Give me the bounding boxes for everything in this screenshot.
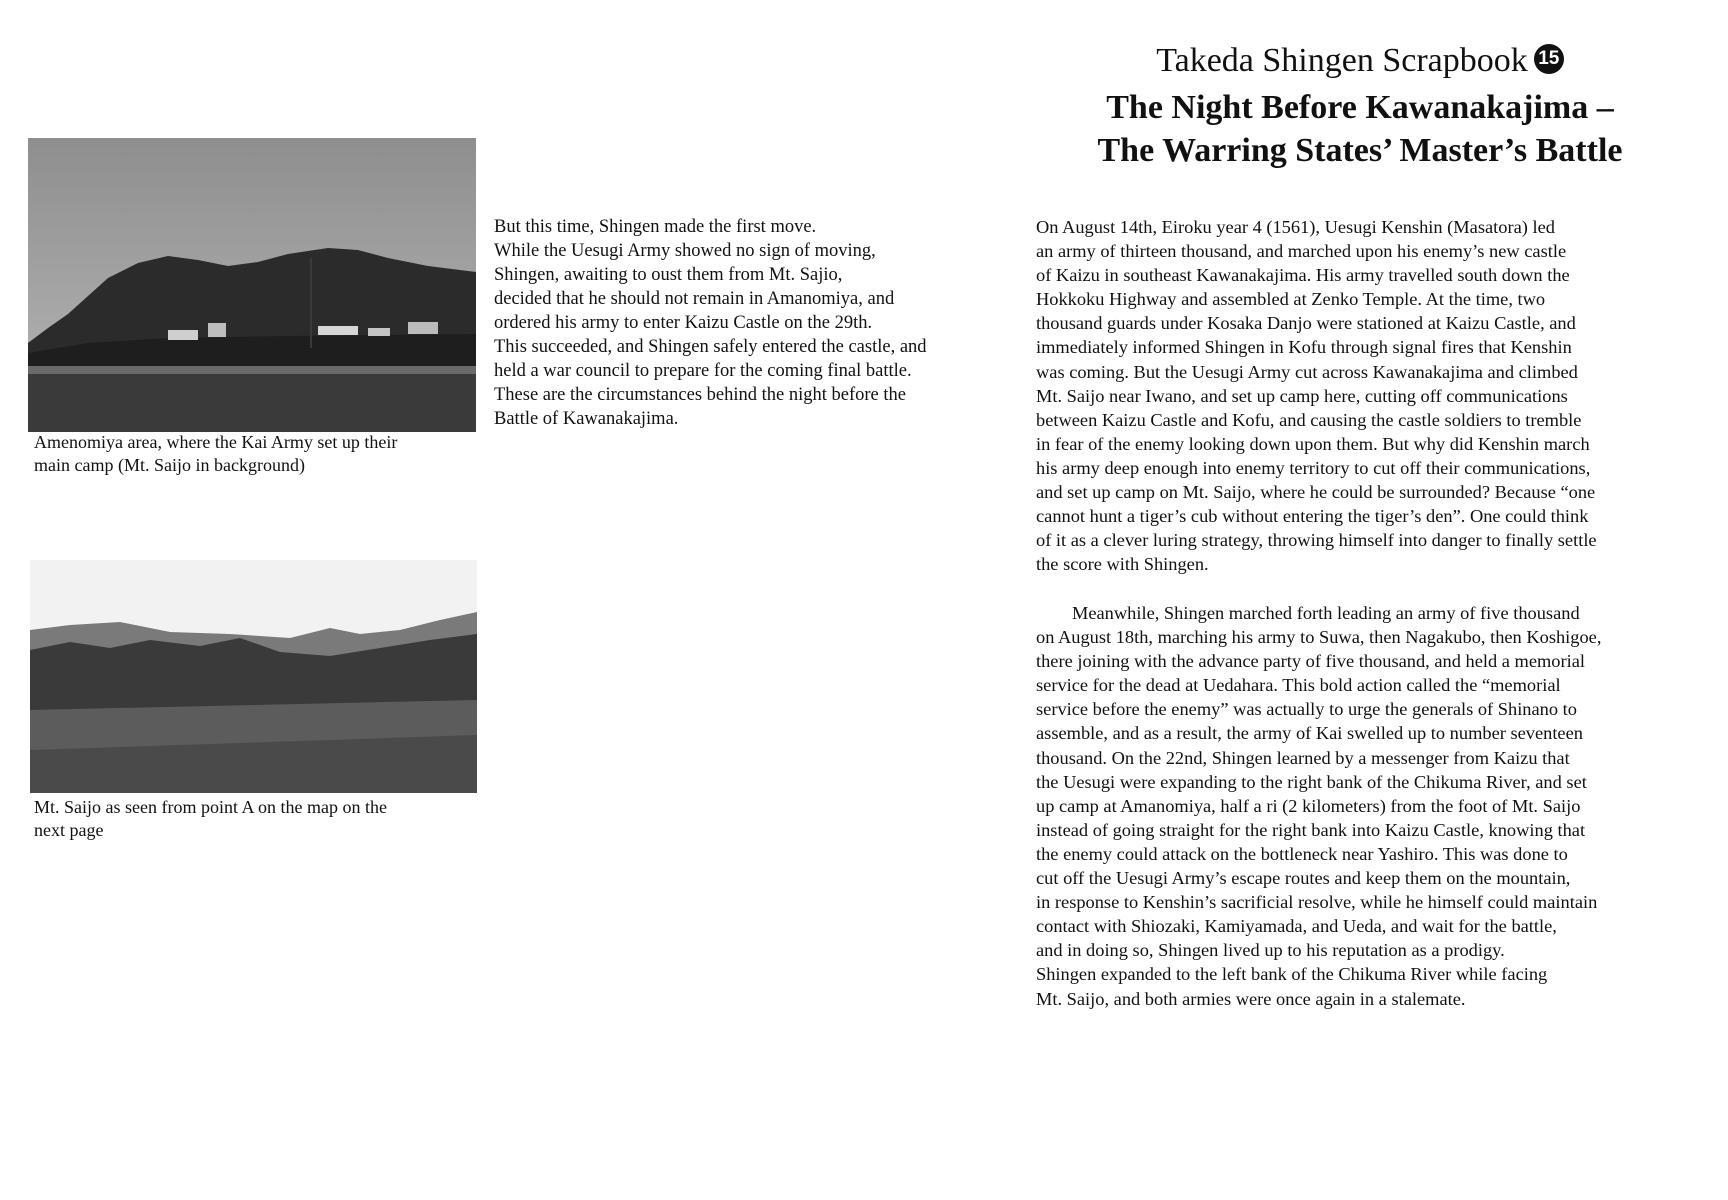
text-line: his army deep enough into enemy territory to cut off their communications, [1036, 457, 1591, 478]
text-line: an army of thirteen thousand, and marched upon his enemy’s new castle [1036, 241, 1567, 262]
caption-line: main camp (Mt. Saijo in background) [34, 455, 305, 475]
text-line: instead of going straight for the right bank into Kaizu Castle, knowing that [1036, 819, 1586, 840]
text-line: held a war council to prepare for the coming final battle. [494, 361, 912, 381]
middle-column-text [494, 215, 1014, 431]
photo-amenomiya-area [28, 138, 476, 432]
text-line: Mt. Saijo, and both armies were once again in a stalemate. [1036, 988, 1466, 1009]
text-line: in fear of the enemy looking down upon them. But why did Kenshin march [1036, 433, 1590, 454]
text-line: cut off the Uesugi Army’s escape routes and keep them on the mountain, [1036, 868, 1571, 889]
series-title: Takeda Shingen Scrapbook [1156, 42, 1528, 79]
caption-line: Mt. Saijo as seen from point A on the map on the [34, 797, 387, 817]
photo-mt-saijo-view [30, 560, 477, 793]
photo-caption-amenomiya [34, 431, 474, 477]
photo-caption-mt-saijo [34, 796, 474, 842]
text-line: service for the dead at Uedahara. This bold action called the “memorial [1036, 675, 1561, 696]
text-line: assemble, and as a result, the army of Kai swelled up to number seventeen [1036, 723, 1583, 744]
text-line: decided that he should not remain in Amanomiya, and [494, 289, 895, 309]
text-line: the Uesugi were expanding to the right bank of the Chikuma River, and set [1036, 771, 1587, 792]
series-heading [1000, 40, 1720, 82]
chapter-number-badge: 15 [1534, 44, 1564, 74]
text-line: was coming. But the Uesugi Army cut across Kawanakajima and climbed [1036, 361, 1578, 382]
text-line: between Kaizu Castle and Kofu, and causing the castle soldiers to tremble [1036, 409, 1582, 430]
text-line: contact with Shiozaki, Kamiyamada, and Ueda, and wait for the battle, [1036, 916, 1557, 937]
text-line: there joining with the advance party of five thousand, and held a memorial [1036, 651, 1585, 672]
text-line: ordered his army to enter Kaizu Castle on the 29th. [494, 313, 873, 333]
text-line: These are the circumstances behind the night before the [494, 385, 906, 405]
text-line: and set up camp on Mt. Saijo, where he could be surrounded? Because “one [1036, 482, 1596, 503]
body-paragraph-2 [1036, 601, 1716, 1011]
body-paragraph-1 [1036, 215, 1716, 576]
text-line: Battle of Kawanakajima. [494, 409, 679, 429]
text-line: up camp at Amanomiya, half a ri (2 kilometers) from the foot of Mt. Saijo [1036, 795, 1581, 816]
text-line: cannot hunt a tiger’s cub without entering the tiger’s den”. One could think [1036, 506, 1589, 527]
text-line: on August 18th, marching his army to Suwa, then Nagakubo, then Koshigoe, [1036, 627, 1602, 648]
text-line: service before the enemy” was actually to urge the generals of Shinano to [1036, 699, 1577, 720]
text-line: the score with Shingen. [1036, 554, 1209, 575]
text-line: of it as a clever luring strategy, throwing himself into danger to finally settle [1036, 530, 1597, 551]
text-line: While the Uesugi Army showed no sign of moving, [494, 241, 876, 261]
text-line: Hokkoku Highway and assembled at Zenko Temple. At the time, two [1036, 289, 1546, 310]
text-line: in response to Kenshin’s sacrificial resolve, while he himself could maintain [1036, 892, 1598, 913]
text-line: thousand guards under Kosaka Danjo were stationed at Kaizu Castle, and [1036, 313, 1576, 334]
text-line: But this time, Shingen made the first move. [494, 217, 817, 237]
text-line: of Kaizu in southeast Kawanakajima. His army travelled south down the [1036, 265, 1570, 286]
text-line: thousand. On the 22nd, Shingen learned by a messenger from Kaizu that [1036, 747, 1570, 768]
title-line: The Night Before Kawanakajima – [1106, 89, 1614, 126]
text-line: Shingen expanded to the left bank of the Chikuma River while facing [1036, 964, 1548, 985]
text-line: the enemy could attack on the bottleneck near Yashiro. This was done to [1036, 843, 1568, 864]
caption-line: Amenomiya area, where the Kai Army set up their [34, 432, 398, 452]
text-line: Shingen, awaiting to oust them from Mt. Sajio, [494, 265, 843, 285]
text-line: Meanwhile, Shingen marched forth leading an army of five thousand [1072, 603, 1580, 623]
caption-line: next page [34, 820, 104, 840]
text-line: and in doing so, Shingen lived up to his reputation as a prodigy. [1036, 940, 1505, 961]
article-title [1000, 86, 1720, 172]
text-line: Mt. Saijo near Iwano, and set up camp here, cutting off communications [1036, 385, 1568, 406]
text-line: This succeeded, and Shingen safely entered the castle, and [494, 337, 927, 357]
text-line: On August 14th, Eiroku year 4 (1561), Uesugi Kenshin (Masatora) led [1036, 217, 1555, 237]
title-line: The Warring States’ Master’s Battle [1097, 132, 1623, 169]
text-line: immediately informed Shingen in Kofu through signal fires that Kenshin [1036, 337, 1572, 358]
